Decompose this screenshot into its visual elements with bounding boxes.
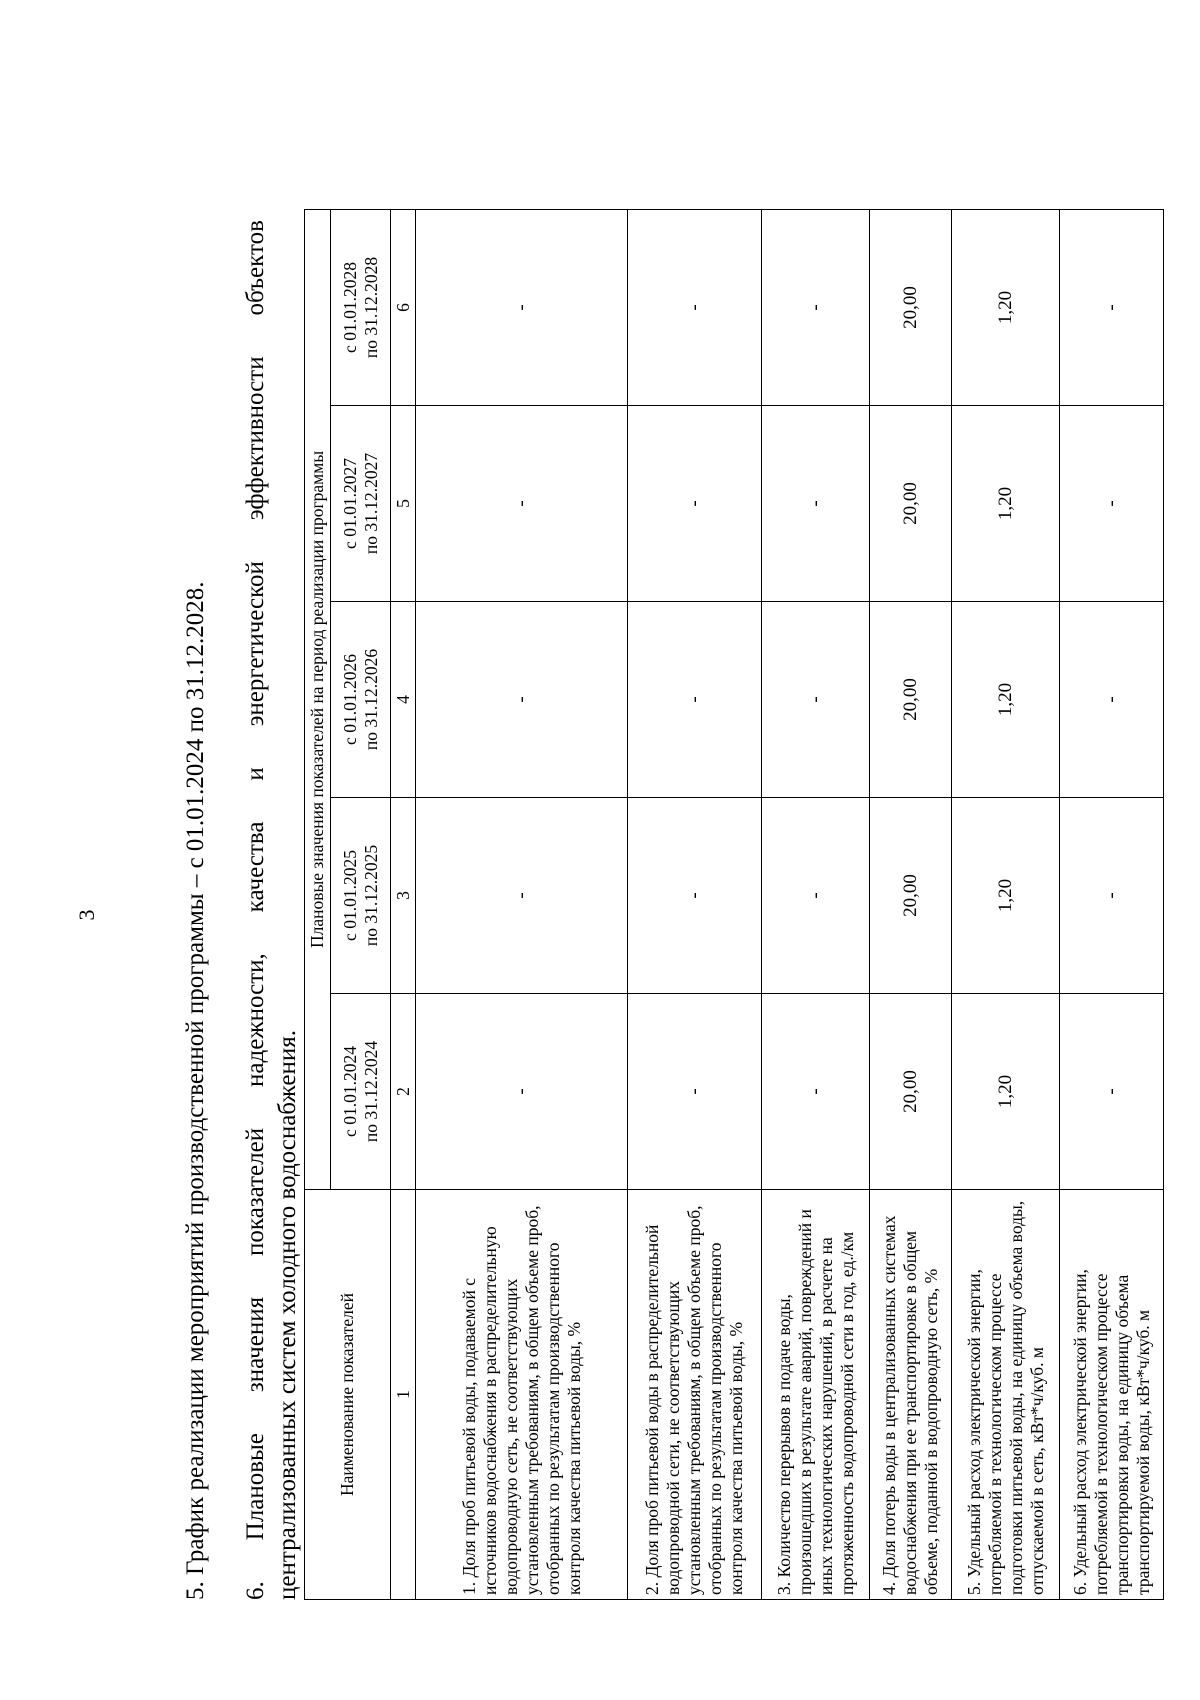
column-number: 6 bbox=[391, 209, 416, 405]
heading-word: и bbox=[242, 767, 269, 781]
indicator-value: - bbox=[628, 602, 762, 798]
indicator-value: 20,00 bbox=[870, 406, 952, 602]
indicator-value: - bbox=[628, 209, 762, 405]
indicator-name: 6. Удельный расход электрической энергии, потребляемой в технологическом процессе транспортировки воды, на единицу объема транспортируемой воды, кВт*ч/куб. м bbox=[1060, 1190, 1164, 1600]
period-to: по 31.12.2025 bbox=[360, 844, 381, 947]
period-from: с 01.01.2025 bbox=[339, 850, 360, 941]
period-from: с 01.01.2028 bbox=[339, 262, 360, 353]
indicator-value: - bbox=[1060, 602, 1164, 798]
period-to: по 31.12.2024 bbox=[360, 1040, 381, 1143]
indicator-value: 1,20 bbox=[952, 602, 1060, 798]
table-row bbox=[1060, 209, 1164, 1599]
period-from: с 01.01.2027 bbox=[339, 458, 360, 549]
indicator-name: 5. Удельный расход электрической энергии, потребляемой в технологическом процессе подготовки питьевой воды, на единицу объема воды, отпускаемой в сеть, кВт*ч/куб. м bbox=[952, 1190, 1060, 1600]
column-header-plan: Плановые значения показателей на период реализации программы bbox=[305, 209, 331, 1189]
table-row bbox=[870, 209, 952, 1599]
heading-word: объектов bbox=[242, 220, 269, 316]
period-header bbox=[331, 994, 391, 1190]
heading-word: значения bbox=[242, 1296, 269, 1393]
indicator-value: - bbox=[416, 406, 628, 602]
indicator-name: 1. Доля проб питьевой воды, подаваемой с источников водоснабжения в распределительную водопроводную сеть, не соответствующих установленным требованиям, в общем объеме проб, отобранных по результатам производственного контроля качества питьевой воды, % bbox=[416, 1190, 628, 1600]
indicator-value: - bbox=[416, 798, 628, 994]
period-header bbox=[331, 602, 391, 798]
indicator-value: - bbox=[628, 406, 762, 602]
table-row bbox=[416, 209, 628, 1599]
indicator-value: - bbox=[1060, 994, 1164, 1190]
indicator-value: 20,00 bbox=[870, 994, 952, 1190]
indicator-value: 1,20 bbox=[952, 994, 1060, 1190]
indicator-value: 20,00 bbox=[870, 602, 952, 798]
heading-word: Плановые bbox=[242, 1433, 269, 1541]
period-header bbox=[331, 209, 391, 405]
column-header-name: Наименование показателей bbox=[305, 1190, 391, 1600]
period-from: с 01.01.2024 bbox=[339, 1046, 360, 1137]
indicator-value: - bbox=[1060, 798, 1164, 994]
indicator-value: - bbox=[1060, 209, 1164, 405]
heading-word: надежности, bbox=[242, 953, 269, 1087]
column-number: 1 bbox=[391, 1190, 416, 1600]
period-from: с 01.01.2026 bbox=[339, 654, 360, 745]
rotated-page bbox=[60, 60, 1153, 1640]
indicator-name: 4. Доля потерь воды в централизованных системах водоснабжения при ее транспортировке в общем объеме, поданной в водопроводную сеть, % bbox=[870, 1190, 952, 1600]
heading-word: эффективности bbox=[242, 356, 269, 521]
indicator-value: 1,20 bbox=[952, 798, 1060, 994]
period-header bbox=[331, 798, 391, 994]
column-number: 5 bbox=[391, 406, 416, 602]
table-row bbox=[762, 209, 870, 1599]
period-to: по 31.12.2027 bbox=[360, 452, 381, 555]
indicator-value: - bbox=[762, 602, 870, 798]
heading-word: 6. bbox=[242, 1581, 269, 1600]
indicator-value: 1,20 bbox=[952, 209, 1060, 405]
indicator-value: 20,00 bbox=[870, 209, 952, 405]
period-to: по 31.12.2026 bbox=[360, 648, 381, 751]
column-number: 2 bbox=[391, 994, 416, 1190]
table-row bbox=[628, 209, 762, 1599]
table-row bbox=[952, 209, 1060, 1599]
indicator-value: - bbox=[762, 798, 870, 994]
section-6-heading-line2: централизованных систем холодного водоснабжения. bbox=[274, 1030, 301, 1600]
section-5-heading: 5. График реализации мероприятий производственной программы – с 01.01.2024 по 31.12.2028. bbox=[182, 581, 209, 1600]
period-header bbox=[331, 406, 391, 602]
heading-word: показателей bbox=[242, 1127, 269, 1256]
indicator-value: - bbox=[416, 209, 628, 405]
column-number: 4 bbox=[391, 602, 416, 798]
indicator-value: - bbox=[1060, 406, 1164, 602]
indicator-value: 1,20 bbox=[952, 406, 1060, 602]
column-number: 3 bbox=[391, 798, 416, 994]
indicator-value: 20,00 bbox=[870, 798, 952, 994]
section-6-heading-line1 bbox=[240, 220, 272, 1600]
indicator-name: 3. Количество перерывов в подаче воды, произошедших в результате аварий, повреждений и иных технологических нарушений, в расчете на протяженность водопроводной сети в год, ед./км bbox=[762, 1190, 870, 1600]
indicator-name: 2. Доля проб питьевой воды в распределительной водопроводной сети, не соответствующих установленным требованиям, в общем объеме проб, отобранных по результатам производственного контроля качества питьевой воды, % bbox=[628, 1190, 762, 1600]
indicator-value: - bbox=[762, 406, 870, 602]
heading-word: энергетической bbox=[242, 561, 269, 727]
indicator-value: - bbox=[416, 602, 628, 798]
heading-word: качества bbox=[242, 821, 269, 913]
indicator-value: - bbox=[762, 209, 870, 405]
page-number: 3 bbox=[74, 909, 99, 921]
indicator-value: - bbox=[762, 994, 870, 1190]
indicator-value: - bbox=[628, 798, 762, 994]
indicator-value: - bbox=[416, 994, 628, 1190]
section-6-heading bbox=[240, 220, 304, 1600]
period-to: по 31.12.2028 bbox=[360, 256, 381, 359]
indicators-table bbox=[304, 209, 1164, 1600]
indicator-value: - bbox=[628, 994, 762, 1190]
